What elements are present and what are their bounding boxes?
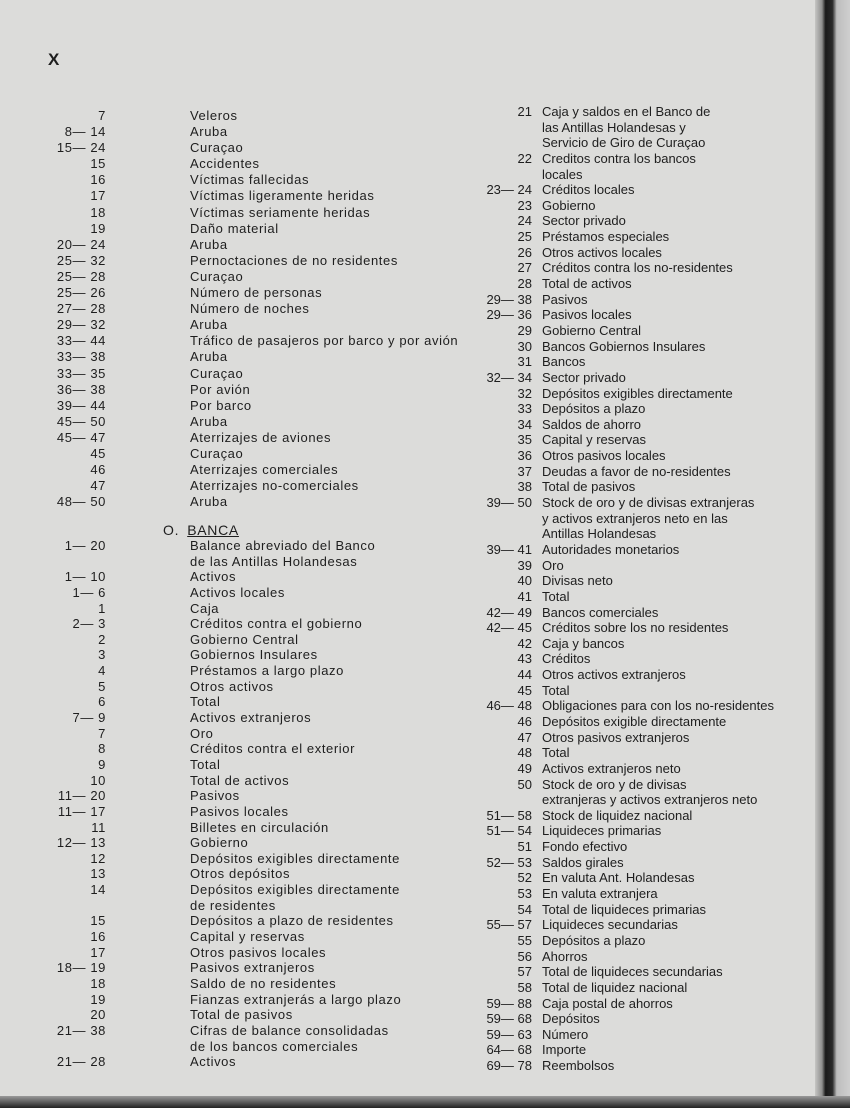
entry-label: Deudas a favor de no-residentes <box>542 463 731 479</box>
entry-label: Curaçao <box>190 140 244 156</box>
column-range: 52— 53 <box>486 854 532 870</box>
column-range: 48— 50 <box>56 494 106 510</box>
entry-label: Total de liquideces secundarias <box>542 964 723 980</box>
entry-label: Fianzas extranjerás a largo plazo <box>190 991 402 1007</box>
entry-label: Liquideces secundarias <box>542 917 678 933</box>
entry-label: Activos extranjeros neto <box>542 760 681 776</box>
entry-label: Víctimas fallecidas <box>190 172 310 188</box>
column-range: 33 <box>517 401 532 417</box>
entry-label: Aruba <box>190 124 228 140</box>
page-bottom-edge <box>0 1096 850 1108</box>
entry-label: Depósitos exigibles directamente <box>190 850 400 866</box>
column-range: 26 <box>517 244 532 260</box>
entry-label: Capital y reservas <box>542 432 647 448</box>
entry-label: Saldos de ahorro <box>542 416 642 432</box>
column-range: 7— 9 <box>72 710 106 726</box>
entry-label: Accidentes <box>190 156 260 172</box>
column-range: 43 <box>517 651 532 667</box>
entry-label: Antillas Holandesas <box>542 526 657 542</box>
entry-label: Ahorros <box>542 948 588 964</box>
entry-label: Préstamos a largo plazo <box>190 663 344 679</box>
entry-label: de las Antillas Holandesas <box>190 553 358 569</box>
entry-label: Autoridades monetarios <box>542 541 680 557</box>
entry-label: Víctimas seriamente heridas <box>190 204 371 220</box>
entry-label: Oro <box>190 725 214 741</box>
entry-label: Balance abreviado del Banco <box>190 538 376 553</box>
column-range: 15 <box>90 156 106 172</box>
column-range: 16 <box>90 929 106 945</box>
column-range: 25— 28 <box>56 268 106 284</box>
entry-label: Aruba <box>190 413 228 429</box>
entry-label: Aterrizajes comerciales <box>190 462 339 478</box>
entry-label: Créditos sobre los no residentes <box>542 620 729 636</box>
column-range: 18— 19 <box>56 960 106 976</box>
entry-label: Depósitos <box>542 1011 600 1027</box>
column-range: 51— 58 <box>486 807 532 823</box>
entry-label: Por avión <box>190 381 251 397</box>
entry-label: Aterrizajes de aviones <box>190 429 332 445</box>
column-range: 39 <box>517 557 532 573</box>
entry-label: Gobierno <box>542 197 596 213</box>
column-range: 8— 14 <box>64 124 106 140</box>
column-range: 46— 48 <box>486 698 532 714</box>
entry-label: Número de noches <box>190 301 310 317</box>
entry-label: Gobierno Central <box>190 631 299 647</box>
column-range: 24 <box>517 213 532 229</box>
entry-label: Total de liquideces primarias <box>542 901 707 917</box>
entry-label: Caja y saldos en el Banco de <box>542 104 711 119</box>
entry-label: Créditos contra el gobierno <box>190 616 363 632</box>
column-range: 38 <box>517 479 532 495</box>
entry-label: Total <box>190 756 221 772</box>
entry-label: Servicio de Giro de Curaçao <box>542 135 706 151</box>
entry-label: Otros pasivos extranjeros <box>542 729 690 745</box>
column-range: 40 <box>517 573 532 589</box>
column-range: 57 <box>517 964 532 980</box>
entry-label: Aruba <box>190 494 228 510</box>
entry-label: Oro <box>542 557 564 573</box>
column-range: 47 <box>517 729 532 745</box>
column-range: 33— 44 <box>56 333 106 349</box>
column-range: 19 <box>90 991 106 1007</box>
column-range: 1 <box>98 600 106 616</box>
column-range: 13 <box>90 866 106 882</box>
column-range: 32— 34 <box>486 369 532 385</box>
entry-label: Aterrizajes no-comerciales <box>190 478 359 494</box>
entry-label: Créditos <box>542 651 591 667</box>
column-range: 23— 24 <box>486 182 532 198</box>
column-range: 36 <box>517 448 532 464</box>
entry-label: Importe <box>542 1042 587 1058</box>
column-range: 7 <box>98 108 106 123</box>
column-range: 55— 57 <box>486 917 532 933</box>
entry-label: Saldo de no residentes <box>190 975 337 991</box>
entry-label: Daño material <box>190 220 279 236</box>
entry-label: Bancos Gobiernos Insulares <box>542 338 706 354</box>
column-range: 1— 10 <box>64 569 106 585</box>
column-range: 25— 32 <box>56 252 106 268</box>
entry-label: Aruba <box>190 317 228 333</box>
column-range: 39— 44 <box>56 397 106 413</box>
column-range: 64— 68 <box>486 1042 532 1058</box>
entry-label: Víctimas ligeramente heridas <box>190 188 375 204</box>
column-range: 12— 13 <box>56 835 106 851</box>
entry-label: y activos extranjeros neto en las <box>542 510 728 526</box>
column-range: 47 <box>90 478 106 494</box>
column-range: 22 <box>517 150 532 166</box>
entry-label: Pasivos extranjeros <box>190 960 315 976</box>
column-range: 30 <box>517 338 532 354</box>
column-range: 45 <box>90 445 106 461</box>
column-range: 1— 6 <box>72 584 106 600</box>
entry-label: Stock de liquidez nacional <box>542 807 693 823</box>
column-range: 29— 36 <box>486 307 532 323</box>
column-range: 15— 24 <box>56 140 106 156</box>
column-range: 51— 54 <box>486 823 532 839</box>
column-range: 52 <box>517 870 532 886</box>
column-range: 11— 20 <box>57 788 106 804</box>
column-range: 15 <box>90 913 106 929</box>
column-range: 42— 45 <box>486 620 532 636</box>
entry-label: Bancos comerciales <box>542 604 659 620</box>
entry-label: Obligaciones para con los no-residentes <box>542 698 774 714</box>
entry-label: Depósitos exigible directamente <box>542 713 727 729</box>
entry-label: Total de pasivos <box>542 479 636 495</box>
entry-label: Pasivos locales <box>542 307 632 323</box>
column-range: 54 <box>517 901 532 917</box>
column-range: 3 <box>98 647 106 663</box>
entry-label: Total <box>542 588 570 604</box>
column-range: 27 <box>517 260 532 276</box>
column-range: 34 <box>517 416 532 432</box>
entry-label: Gobierno Central <box>542 322 641 338</box>
column-range: 9 <box>98 756 106 772</box>
entry-label: Total de liquidez nacional <box>542 979 688 995</box>
section-heading <box>163 522 239 538</box>
column-range: 32 <box>517 385 532 401</box>
column-range: 2 <box>98 631 106 647</box>
entry-label: Veleros <box>190 108 238 123</box>
column-range: 11— 17 <box>57 803 106 819</box>
entry-label: Activos extranjeros <box>190 710 312 726</box>
entry-label: En valuta Ant. Holandesas <box>542 870 695 886</box>
column-range: 14 <box>90 882 106 898</box>
column-range: 4 <box>98 663 106 679</box>
column-range: 17 <box>90 188 106 204</box>
column-range: 18 <box>90 975 106 991</box>
column-range: 18 <box>90 204 106 220</box>
entry-label: Total <box>190 694 221 710</box>
column-range: 36— 38 <box>56 381 106 397</box>
column-range: 19 <box>90 220 106 236</box>
entry-label: extranjeras y activos extranjeros neto <box>542 792 758 808</box>
entry-label: Divisas neto <box>542 573 613 589</box>
entry-label: Activos locales <box>190 584 285 600</box>
column-range: 51 <box>517 839 532 855</box>
column-range: 59— 68 <box>486 1011 532 1027</box>
entry-label: Capital y reservas <box>190 929 305 945</box>
entry-label: Cifras de balance consolidadas <box>190 1022 389 1038</box>
entry-label: Sector privado <box>542 369 626 385</box>
entry-label: Caja y bancos <box>542 635 625 651</box>
entry-label: Pasivos <box>190 788 240 804</box>
entry-label: Total <box>542 745 570 761</box>
column-range: 17 <box>90 944 106 960</box>
entry-label: Depósitos exigibles directamente <box>542 385 733 401</box>
entry-label: Créditos locales <box>542 182 635 198</box>
entry-label: locales <box>542 166 583 182</box>
column-range: 29— 32 <box>56 317 106 333</box>
entry-label: Por barco <box>190 397 252 413</box>
entry-label: Activos <box>190 569 237 585</box>
entry-label: Liquideces primarias <box>542 823 662 839</box>
entry-label: Otros depósitos <box>190 866 291 882</box>
column-range: 58 <box>517 979 532 995</box>
column-range: 16 <box>90 172 106 188</box>
column-range: 48 <box>517 745 532 761</box>
entry-label: Total <box>542 682 570 698</box>
column-range: 20 <box>90 1007 106 1023</box>
column-range: 45 <box>517 682 532 698</box>
column-range: 46 <box>517 713 532 729</box>
column-range: 69— 78 <box>486 1058 532 1074</box>
column-range: 42— 49 <box>486 604 532 620</box>
entry-label: Depósitos a plazo de residentes <box>190 913 394 929</box>
entry-label: Total de activos <box>542 276 632 292</box>
entry-label: Depósitos a plazo <box>542 401 646 417</box>
entry-label: Pernoctaciones de no residentes <box>190 252 398 268</box>
entry-label: Créditos contra el exterior <box>190 741 356 757</box>
column-range: 5 <box>98 678 106 694</box>
column-range: 25— 26 <box>56 285 106 301</box>
entry-label: Total de pasivos <box>190 1007 293 1023</box>
column-range: 45— 50 <box>56 413 106 429</box>
entry-label: Caja <box>190 600 220 616</box>
column-range: 21 <box>517 104 532 119</box>
column-range: 31 <box>517 354 532 370</box>
entry-label: Stock de oro y de divisas extranjeras <box>542 495 755 511</box>
entry-label: Pasivos locales <box>190 803 289 819</box>
entry-label: Sector privado <box>542 213 626 229</box>
column-range: 2— 3 <box>72 616 106 632</box>
entry-label: las Antillas Holandesas y <box>542 119 686 135</box>
entry-label: Número <box>542 1026 589 1042</box>
entry-label: Préstamos especiales <box>542 229 670 245</box>
entry-label: Número de personas <box>190 285 323 301</box>
entry-label: Stock de oro y de divisas <box>542 776 687 792</box>
column-range: 44 <box>517 667 532 683</box>
entry-label: Curaçao <box>190 365 244 381</box>
column-range: 49 <box>517 760 532 776</box>
entry-label: Fondo efectivo <box>542 839 628 855</box>
column-range: 46 <box>90 462 106 478</box>
entry-label: Billetes en circulación <box>190 819 329 835</box>
column-range: 45— 47 <box>56 429 106 445</box>
column-range: 29— 38 <box>486 291 532 307</box>
entry-label: Gobiernos Insulares <box>190 647 318 663</box>
entry-label: Gobierno <box>190 835 249 851</box>
column-range: 21— 38 <box>56 1022 106 1038</box>
column-range: 10 <box>90 772 106 788</box>
entry-label: Activos <box>190 1054 237 1070</box>
entry-label: de los bancos comerciales <box>190 1038 359 1054</box>
entry-label: Creditos contra los bancos <box>542 150 696 166</box>
section-title: BANCA <box>187 522 239 538</box>
entry-label: Créditos contra los no-residentes <box>542 260 733 276</box>
column-range: 59— 63 <box>486 1026 532 1042</box>
column-range: 53 <box>517 886 532 902</box>
entry-label: Caja postal de ahorros <box>542 995 673 1011</box>
column-range: 7 <box>98 725 106 741</box>
column-range: 33— 38 <box>56 349 106 365</box>
entry-label: Curaçao <box>190 268 244 284</box>
column-range: 35 <box>517 432 532 448</box>
column-range: 6 <box>98 694 106 710</box>
entry-label: Otros activos extranjeros <box>542 667 686 683</box>
entry-label: Pasivos <box>542 291 588 307</box>
book-binding-shadow <box>815 0 850 1108</box>
entry-label: Reembolsos <box>542 1058 615 1074</box>
column-range: 25 <box>517 229 532 245</box>
entry-label: Otros pasivos locales <box>542 448 666 464</box>
column-range: 42 <box>517 635 532 651</box>
entry-label: Aruba <box>190 236 228 252</box>
column-range: 23 <box>517 197 532 213</box>
column-range: 12 <box>90 850 106 866</box>
column-range: 27— 28 <box>56 301 106 317</box>
column-range: 56 <box>517 948 532 964</box>
column-range: 39— 50 <box>486 495 532 511</box>
column-range: 39— 41 <box>486 541 532 557</box>
column-range: 55 <box>517 932 532 948</box>
column-range: 29 <box>517 322 532 338</box>
entry-label: Depósitos exigibles directamente <box>190 882 400 898</box>
entry-label: Otros pasivos locales <box>190 944 327 960</box>
entry-label: Curaçao <box>190 445 244 461</box>
column-range: 8 <box>98 741 106 757</box>
entry-label: Aruba <box>190 349 228 365</box>
column-range: 21— 28 <box>56 1054 106 1070</box>
column-range: 41 <box>517 588 532 604</box>
entry-label: Bancos <box>542 354 586 370</box>
section-letter: O. <box>163 522 180 538</box>
column-range: 33— 35 <box>56 365 106 381</box>
entry-label: Depósitos a plazo <box>542 932 646 948</box>
column-range: 1— 20 <box>64 538 106 553</box>
page-marker: X <box>48 50 60 69</box>
column-range: 50 <box>517 776 532 792</box>
column-range: 37 <box>517 463 532 479</box>
column-range: 59— 88 <box>486 995 532 1011</box>
column-range: 11 <box>91 819 106 835</box>
entry-label: Saldos girales <box>542 854 624 870</box>
entry-label: En valuta extranjera <box>542 886 658 902</box>
entry-label: de residentes <box>190 897 276 913</box>
entry-label: Otros activos <box>190 678 274 694</box>
entry-label: Otros activos locales <box>542 244 662 260</box>
column-range: 28 <box>517 276 532 292</box>
column-range: 20— 24 <box>56 236 106 252</box>
entry-label: Tráfico de pasajeros por barco y por avión <box>190 333 459 349</box>
entry-label: Total de activos <box>190 772 290 788</box>
